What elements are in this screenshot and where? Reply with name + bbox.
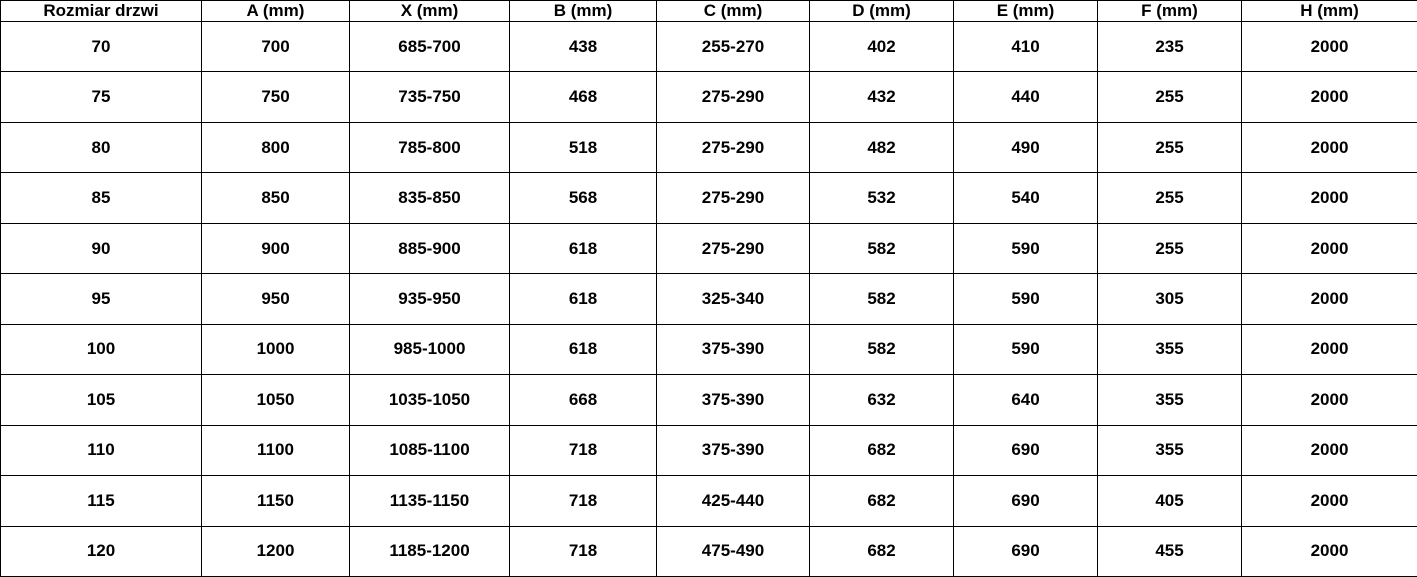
cell-h: 2000	[1242, 526, 1417, 576]
cell-door-size: 100	[1, 324, 202, 374]
cell-a: 1200	[202, 526, 350, 576]
table-header-row	[1, 1, 1417, 22]
cell-b: 718	[510, 476, 657, 526]
cell-e: 690	[954, 476, 1098, 526]
cell-e: 640	[954, 375, 1098, 425]
cell-a: 1050	[202, 375, 350, 425]
cell-b: 718	[510, 526, 657, 576]
cell-door-size: 90	[1, 223, 202, 273]
cell-b: 618	[510, 223, 657, 273]
cell-x: 835-850	[350, 173, 510, 223]
cell-d: 682	[810, 476, 954, 526]
column-header-e: E (mm)	[954, 1, 1098, 22]
cell-x: 785-800	[350, 122, 510, 172]
cell-f: 255	[1098, 223, 1242, 273]
cell-c: 425-440	[657, 476, 810, 526]
cell-b: 568	[510, 173, 657, 223]
cell-c: 255-270	[657, 22, 810, 72]
cell-d: 582	[810, 324, 954, 374]
column-header-a: A (mm)	[202, 1, 350, 22]
column-header-f: F (mm)	[1098, 1, 1242, 22]
cell-x: 1185-1200	[350, 526, 510, 576]
cell-e: 590	[954, 324, 1098, 374]
cell-h: 2000	[1242, 22, 1417, 72]
cell-door-size: 70	[1, 22, 202, 72]
cell-c: 275-290	[657, 72, 810, 122]
cell-b: 618	[510, 274, 657, 324]
cell-e: 440	[954, 72, 1098, 122]
cell-f: 235	[1098, 22, 1242, 72]
cell-h: 2000	[1242, 324, 1417, 374]
cell-h: 2000	[1242, 173, 1417, 223]
cell-f: 255	[1098, 122, 1242, 172]
cell-x: 1135-1150	[350, 476, 510, 526]
cell-x: 735-750	[350, 72, 510, 122]
cell-x: 885-900	[350, 223, 510, 273]
cell-e: 540	[954, 173, 1098, 223]
table-row	[1, 72, 1417, 122]
table-row	[1, 526, 1417, 576]
cell-d: 582	[810, 274, 954, 324]
table-row	[1, 375, 1417, 425]
cell-f: 455	[1098, 526, 1242, 576]
cell-door-size: 75	[1, 72, 202, 122]
cell-a: 700	[202, 22, 350, 72]
column-header-b: B (mm)	[510, 1, 657, 22]
cell-h: 2000	[1242, 122, 1417, 172]
cell-d: 682	[810, 526, 954, 576]
cell-c: 375-390	[657, 425, 810, 475]
table-row	[1, 324, 1417, 374]
cell-d: 432	[810, 72, 954, 122]
column-header-h: H (mm)	[1242, 1, 1417, 22]
cell-c: 475-490	[657, 526, 810, 576]
cell-h: 2000	[1242, 375, 1417, 425]
cell-d: 582	[810, 223, 954, 273]
cell-c: 275-290	[657, 173, 810, 223]
column-header-door-size: Rozmiar drzwi	[1, 1, 202, 22]
cell-a: 1000	[202, 324, 350, 374]
cell-x: 935-950	[350, 274, 510, 324]
table-row	[1, 223, 1417, 273]
cell-a: 950	[202, 274, 350, 324]
cell-c: 275-290	[657, 122, 810, 172]
cell-a: 1150	[202, 476, 350, 526]
cell-c: 375-390	[657, 375, 810, 425]
table-row	[1, 274, 1417, 324]
cell-e: 490	[954, 122, 1098, 172]
cell-e: 590	[954, 274, 1098, 324]
cell-door-size: 95	[1, 274, 202, 324]
cell-b: 618	[510, 324, 657, 374]
cell-c: 375-390	[657, 324, 810, 374]
cell-door-size: 105	[1, 375, 202, 425]
cell-d: 482	[810, 122, 954, 172]
cell-a: 900	[202, 223, 350, 273]
cell-x: 1085-1100	[350, 425, 510, 475]
table-row	[1, 476, 1417, 526]
cell-d: 532	[810, 173, 954, 223]
cell-b: 518	[510, 122, 657, 172]
cell-d: 632	[810, 375, 954, 425]
cell-e: 690	[954, 526, 1098, 576]
cell-a: 1100	[202, 425, 350, 475]
column-header-d: D (mm)	[810, 1, 954, 22]
cell-e: 590	[954, 223, 1098, 273]
cell-f: 355	[1098, 324, 1242, 374]
cell-f: 405	[1098, 476, 1242, 526]
cell-b: 668	[510, 375, 657, 425]
column-header-x: X (mm)	[350, 1, 510, 22]
cell-d: 402	[810, 22, 954, 72]
table-row	[1, 22, 1417, 72]
cell-h: 2000	[1242, 425, 1417, 475]
cell-door-size: 85	[1, 173, 202, 223]
cell-f: 255	[1098, 173, 1242, 223]
cell-c: 275-290	[657, 223, 810, 273]
table-row	[1, 122, 1417, 172]
cell-c: 325-340	[657, 274, 810, 324]
cell-b: 468	[510, 72, 657, 122]
cell-x: 685-700	[350, 22, 510, 72]
cell-door-size: 110	[1, 425, 202, 475]
cell-x: 985-1000	[350, 324, 510, 374]
cell-door-size: 80	[1, 122, 202, 172]
cell-d: 682	[810, 425, 954, 475]
cell-h: 2000	[1242, 476, 1417, 526]
cell-f: 355	[1098, 375, 1242, 425]
cell-h: 2000	[1242, 223, 1417, 273]
cell-f: 305	[1098, 274, 1242, 324]
column-header-c: C (mm)	[657, 1, 810, 22]
cell-f: 355	[1098, 425, 1242, 475]
cell-h: 2000	[1242, 274, 1417, 324]
cell-e: 410	[954, 22, 1098, 72]
cell-e: 690	[954, 425, 1098, 475]
cell-f: 255	[1098, 72, 1242, 122]
cell-a: 850	[202, 173, 350, 223]
cell-h: 2000	[1242, 72, 1417, 122]
cell-b: 718	[510, 425, 657, 475]
table-header	[1, 1, 1417, 22]
table-row	[1, 173, 1417, 223]
cell-b: 438	[510, 22, 657, 72]
cell-a: 750	[202, 72, 350, 122]
cell-door-size: 115	[1, 476, 202, 526]
table-body	[1, 22, 1417, 577]
table-row	[1, 425, 1417, 475]
cell-x: 1035-1050	[350, 375, 510, 425]
cell-a: 800	[202, 122, 350, 172]
cell-door-size: 120	[1, 526, 202, 576]
